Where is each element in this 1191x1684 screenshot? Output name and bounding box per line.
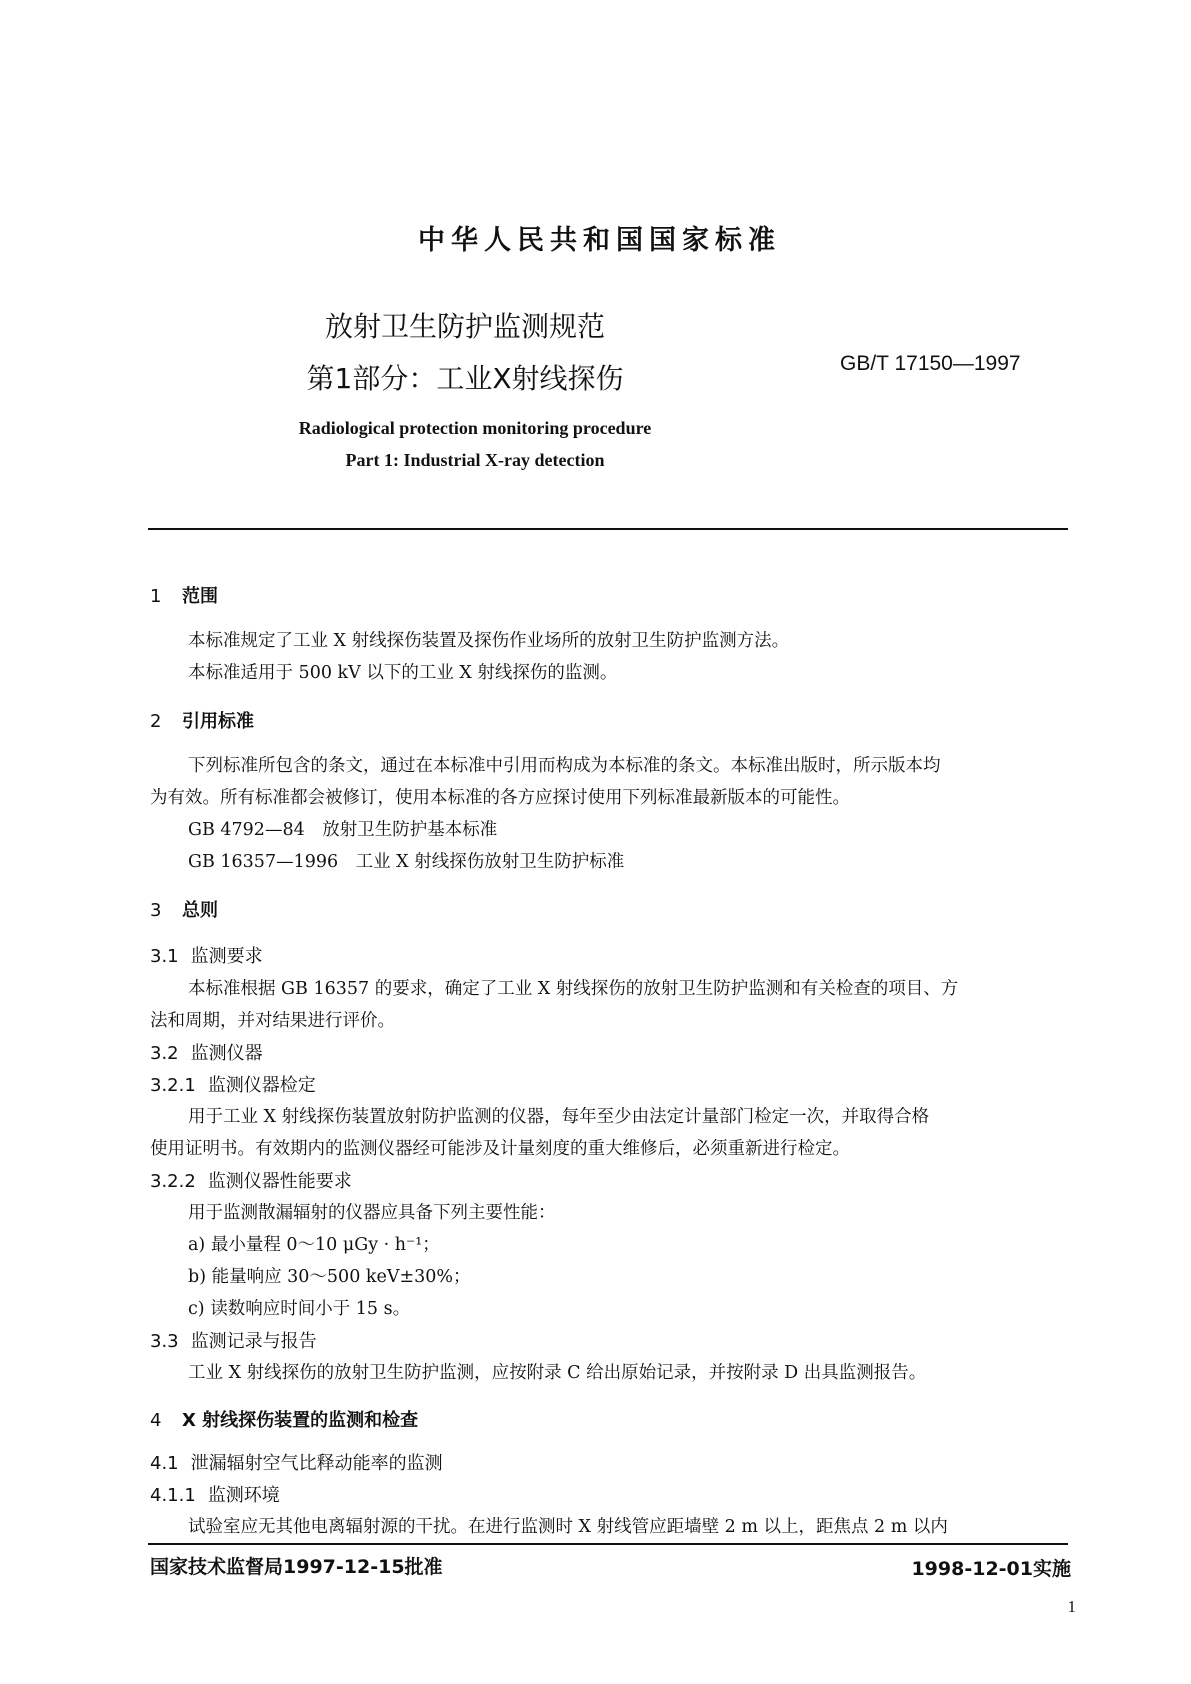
section-title: X 射线探伤装置的监测和检查 (182, 1410, 419, 1431)
section-3-heading (150, 896, 218, 922)
standard-code: GB/T 17150—1997 (840, 352, 1021, 375)
paragraph: 使用证明书。有效期内的监测仪器经可能涉及计量刻度的重大维修后，必须重新进行检定。 (150, 1139, 850, 1159)
subsection-number: 4.1.1 (150, 1485, 196, 1506)
section-number: 4 (150, 1410, 162, 1431)
effective-date: 1998-12-01实施 (911, 1558, 1071, 1580)
list-item: b) 能量响应 30～500 keV±30%； (188, 1267, 471, 1287)
title-cn-line2: 第1部分：工业X射线探伤 (306, 362, 624, 395)
section-title: 引用标准 (182, 711, 254, 732)
section-2-heading (150, 707, 254, 733)
subsection-3-1 (150, 942, 263, 968)
title-en-line2: Part 1: Industrial X-ray detection (345, 450, 605, 470)
paragraph: 本标准适用于 500 kV 以下的工业 X 射线探伤的监测。 (188, 663, 618, 683)
subsection-title: 监测仪器性能要求 (207, 1171, 352, 1192)
subsection-3-3 (150, 1327, 317, 1353)
list-item: c) 读数响应时间小于 15 s。 (188, 1299, 411, 1319)
paragraph: 试验室应无其他电离辐射源的干扰。在进行监测时 X 射线管应距墙壁 2 m 以上，距焦点 2 m 以内 (188, 1517, 948, 1537)
subsection-title: 监测要求 (190, 946, 263, 967)
reference-item: GB 4792—84 放射卫生防护基本标准 (188, 820, 498, 840)
subsection-number: 3.2.1 (150, 1075, 196, 1096)
paragraph: 下列标准所包含的条文，通过在本标准中引用而构成为本标准的条文。本标准出版时，所示版本均 (188, 756, 941, 776)
title-en-line1: Radiological protection monitoring procedure (298, 418, 652, 438)
subsection-4-1 (150, 1449, 443, 1475)
subsection-number: 4.1 (150, 1453, 179, 1474)
subsection-number: 3.2.2 (150, 1171, 196, 1192)
section-number: 3 (150, 900, 162, 921)
subsection-3-2-2 (150, 1167, 352, 1193)
section-title: 范围 (182, 586, 218, 607)
section-1-heading (150, 582, 218, 608)
paragraph: 法和周期，并对结果进行评价。 (150, 1011, 395, 1031)
subsection-title: 监测仪器 (190, 1043, 263, 1064)
subsection-3-2 (150, 1039, 263, 1065)
paragraph: 本标准规定了工业 X 射线探伤装置及探伤作业场所的放射卫生防护监测方法。 (188, 631, 790, 651)
paragraph: 用于工业 X 射线探伤装置放射防护监测的仪器，每年至少由法定计量部门检定一次，并取得合格 (188, 1107, 930, 1127)
subsection-title: 监测环境 (207, 1485, 280, 1506)
top-divider (148, 528, 1068, 530)
paragraph: 用于监测散漏辐射的仪器应具备下列主要性能： (188, 1203, 556, 1223)
subsection-number: 3.3 (150, 1331, 179, 1352)
approval-date: 国家技术监督局1997-12-15批准 (150, 1556, 443, 1578)
paragraph: 为有效。所有标准都会被修订，使用本标准的各方应探讨使用下列标准最新版本的可能性。 (150, 788, 850, 808)
paragraph: 本标准根据 GB 16357 的要求，确定了工业 X 射线探伤的放射卫生防护监测和有关检查的项目、方 (188, 979, 959, 999)
list-item: a) 最小量程 0～10 μGy · h⁻¹； (188, 1235, 440, 1255)
subsection-4-1-1 (150, 1481, 280, 1507)
bottom-divider (148, 1543, 1068, 1545)
subsection-title: 监测仪器检定 (207, 1075, 316, 1096)
standard-name: 中华人民共和国国家标准 (418, 225, 781, 256)
page-number: 1 (1067, 1597, 1076, 1616)
subsection-title: 泄漏辐射空气比释动能率的监测 (190, 1453, 443, 1474)
section-number: 1 (150, 586, 162, 607)
subsection-3-2-1 (150, 1071, 316, 1097)
subsection-title: 监测记录与报告 (190, 1331, 317, 1352)
section-4-heading (150, 1406, 418, 1432)
section-number: 2 (150, 711, 162, 732)
title-cn-line1: 放射卫生防护监测规范 (324, 310, 605, 343)
subsection-number: 3.1 (150, 946, 179, 967)
section-title: 总则 (182, 900, 218, 921)
subsection-number: 3.2 (150, 1043, 179, 1064)
paragraph: 工业 X 射线探伤的放射卫生防护监测，应按附录 C 给出原始记录，并按附录 D 出具监测报告。 (188, 1363, 927, 1383)
reference-item: GB 16357—1996 工业 X 射线探伤放射卫生防护标准 (188, 852, 625, 872)
